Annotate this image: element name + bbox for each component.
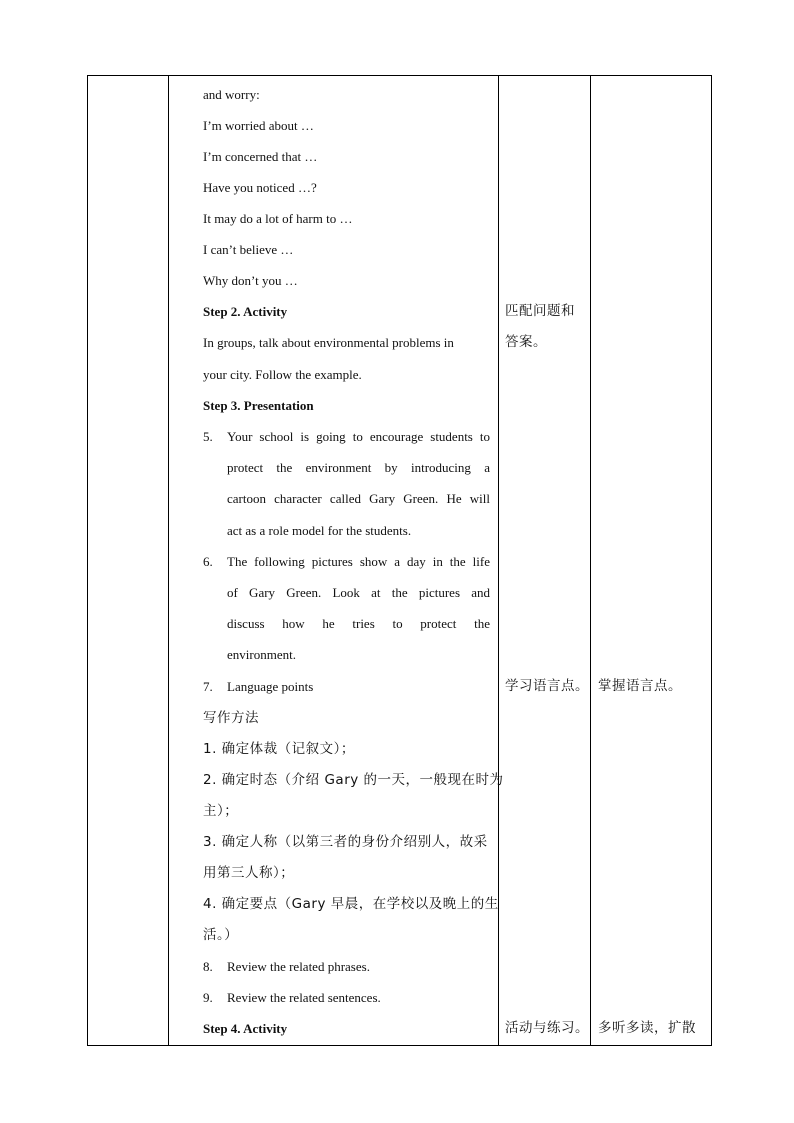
step4-heading: Step 4. Activity: [203, 1021, 288, 1036]
step2-heading: Step 2. Activity: [203, 304, 288, 319]
item-line: act as a role model for the students.: [227, 523, 412, 538]
method-line: 3. 确定人称（以第三者的身份介绍别人，故采: [203, 834, 488, 850]
item-number: 7.: [203, 679, 213, 694]
intent-line: 掌握语言点。: [598, 678, 682, 694]
lesson-plan-table: [87, 75, 712, 1046]
item-line: discuss how he tries to protect the: [227, 616, 490, 631]
design-intent-cell: [591, 76, 712, 1046]
item-number: 8.: [203, 959, 213, 974]
intro-line: Have you noticed …?: [203, 180, 317, 195]
writing-method-heading: 写作方法: [203, 710, 259, 726]
method-line: 用第三人称）；: [203, 865, 295, 881]
item-line: cartoon character called Gary Green. He will: [227, 491, 490, 506]
intent-line: 多听多读，扩散: [598, 1020, 696, 1036]
method-line: 4. 确定要点（Gary 早晨，在学校以及晚上的生: [203, 896, 499, 912]
step2-line: In groups, talk about environmental problems in: [203, 335, 454, 350]
item-line: environment.: [227, 647, 296, 662]
intro-line: Why don’t you …: [203, 273, 298, 288]
student-activity-cell: [499, 76, 591, 1046]
item-line: The following pictures show a day in the life: [227, 554, 490, 569]
item-line: Review the related sentences.: [227, 990, 381, 1005]
table-row: [88, 76, 712, 1046]
note-line: 匹配问题和: [505, 303, 575, 319]
teaching-content-cell: [169, 76, 504, 1046]
note-line: 学习语言点。: [505, 678, 589, 694]
intro-line: I’m concerned that …: [203, 149, 318, 164]
item-number: 6.: [203, 554, 213, 569]
item-line: Your school is going to encourage students to: [227, 429, 490, 444]
method-line: 2. 确定时态（介绍 Gary 的一天，一般现在时为: [203, 772, 504, 788]
method-line: 主）；: [203, 803, 239, 819]
item-number: 9.: [203, 990, 213, 1005]
step3-heading: Step 3. Presentation: [203, 398, 314, 413]
step2-line: your city. Follow the example.: [203, 367, 362, 382]
intro-line: I can’t believe …: [203, 242, 294, 257]
item-line: of Gary Green. Look at the pictures and: [227, 585, 490, 600]
empty-left-cell: [88, 76, 169, 1046]
method-line: 活。）: [203, 927, 239, 943]
item-line: protect the environment by introducing a: [227, 460, 490, 475]
item-line: Language points: [227, 679, 314, 694]
note-line: 答案。: [505, 334, 547, 350]
item-line: Review the related phrases.: [227, 959, 370, 974]
intro-line: and worry:: [203, 87, 260, 102]
method-line: 1. 确定体裁（记叙文）；: [203, 741, 355, 757]
intro-line: It may do a lot of harm to …: [203, 211, 353, 226]
item-number: 5.: [203, 429, 213, 444]
intro-line: I’m worried about …: [203, 118, 314, 133]
note-line: 活动与练习。: [505, 1020, 589, 1036]
